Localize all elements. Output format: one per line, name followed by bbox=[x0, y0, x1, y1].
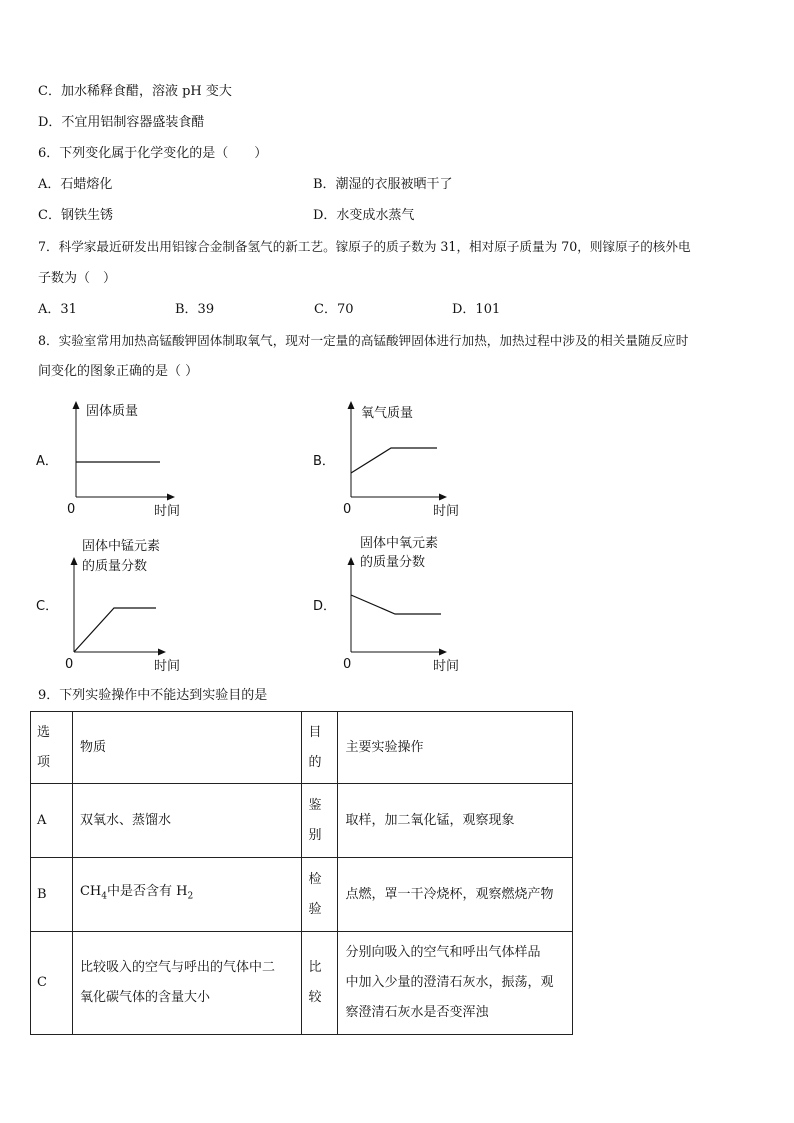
row-option: C bbox=[31, 932, 73, 1035]
row-substance: 双氧水、蒸馏水 bbox=[72, 784, 302, 858]
graph-option-label: B． bbox=[313, 454, 335, 469]
origin-label: 0 bbox=[65, 657, 74, 672]
q7-option-c: C．70 bbox=[314, 302, 354, 317]
x-axis-label: 时间 bbox=[154, 659, 181, 674]
curve bbox=[74, 608, 156, 652]
header-substance: 物质 bbox=[72, 712, 302, 784]
q7-option-b: B．39 bbox=[175, 302, 215, 317]
y-axis-arrow bbox=[73, 401, 80, 409]
q8-stem-line2: 间变化的图象正确的是（ ） bbox=[38, 364, 199, 379]
y-axis-label-line1: 固体中锰元素 bbox=[82, 539, 161, 554]
table-row bbox=[31, 784, 573, 858]
y-axis-label: 氧气质量 bbox=[361, 406, 414, 421]
x-axis-label: 时间 bbox=[154, 504, 181, 519]
row-purpose: 比 较 bbox=[302, 932, 338, 1035]
curve bbox=[351, 448, 437, 473]
graph-option-label: A． bbox=[36, 454, 58, 469]
q9-table bbox=[30, 711, 573, 1035]
q7-stem-line1: 7．科学家最近研发出用铝镓合金制备氢气的新工艺。镓原子的质子数为 31，相对原子质量为 70，则镓原子的核外电 bbox=[38, 239, 691, 254]
q7-stem-line2: 子数为（ ） bbox=[38, 271, 117, 286]
header-option: 选 项 bbox=[31, 712, 73, 784]
table-header-row bbox=[31, 712, 573, 784]
origin-label: 0 bbox=[343, 502, 352, 517]
graph-option-label: C． bbox=[36, 599, 59, 614]
graph-option-d bbox=[311, 533, 511, 679]
origin-label: 0 bbox=[343, 657, 352, 672]
q6-stem: 6．下列变化属于化学变化的是（ ） bbox=[38, 146, 268, 161]
row-operation: 点燃，罩一干冷烧杯，观察燃烧产物 bbox=[338, 858, 573, 932]
q5-option-d: D．不宜用铝制容器盛装食醋 bbox=[38, 115, 205, 130]
header-operation: 主要实验操作 bbox=[338, 712, 573, 784]
x-axis-arrow bbox=[439, 649, 447, 656]
graph-option-label: D． bbox=[313, 599, 337, 614]
y-axis-arrow bbox=[71, 557, 78, 565]
q8-stem-line1: 8．实验室常用加热高锰酸钾固体制取氧气，现对一定量的高锰酸钾固体进行加热，加热过程中涉及的相关量随反应时 bbox=[38, 333, 689, 348]
q9-stem: 9．下列实验操作中不能达到实验目的是 bbox=[38, 688, 268, 703]
y-axis-arrow bbox=[348, 401, 355, 409]
q6-option-c: C．钢铁生锈 bbox=[38, 208, 113, 223]
row-operation: 分别向吸入的空气和呼出气体样品 中加入少量的澄清石灰水，振荡，观 察澄清石灰水是否变浑浊 bbox=[338, 932, 573, 1035]
y-axis-label: 固体质量 bbox=[86, 404, 139, 419]
x-axis-label: 时间 bbox=[433, 504, 460, 519]
y-axis-label-line2: 的质量分数 bbox=[82, 559, 148, 574]
y-axis-label-line1: 固体中氧元素 bbox=[360, 536, 439, 551]
q6-option-a: A．石蜡熔化 bbox=[38, 177, 113, 192]
graph-option-b bbox=[311, 395, 511, 529]
x-axis-arrow bbox=[158, 649, 166, 656]
curve bbox=[351, 595, 441, 614]
q6-option-b: B．潮湿的衣服被晒干了 bbox=[313, 177, 453, 192]
q6-option-d: D．水变成水蒸气 bbox=[313, 208, 415, 223]
q7-option-a: A．31 bbox=[38, 302, 77, 317]
table-row bbox=[31, 932, 573, 1035]
x-axis-arrow bbox=[167, 494, 175, 501]
x-axis-label: 时间 bbox=[433, 659, 460, 674]
x-axis-arrow bbox=[439, 494, 447, 501]
y-axis-label-line2: 的质量分数 bbox=[360, 555, 426, 570]
row-option: A bbox=[31, 784, 73, 858]
q5-option-c: C．加水稀释食醋，溶液 pH 变大 bbox=[38, 84, 232, 99]
table-row bbox=[31, 858, 573, 932]
row-substance: $CH_4$中是否含有 $H_2$ bbox=[72, 858, 302, 932]
header-purpose: 目 的 bbox=[302, 712, 338, 784]
row-substance: 比较吸入的空气与呼出的气体中二 氧化碳气体的含量大小 bbox=[72, 932, 302, 1035]
y-axis-arrow bbox=[348, 557, 355, 565]
graph-option-a bbox=[34, 395, 234, 529]
origin-label: 0 bbox=[67, 502, 76, 517]
graph-option-c bbox=[34, 535, 234, 679]
row-option: B bbox=[31, 858, 73, 932]
row-purpose: 检 验 bbox=[302, 858, 338, 932]
q7-option-d: D．101 bbox=[452, 302, 501, 317]
row-operation: 取样，加二氧化锰，观察现象 bbox=[338, 784, 573, 858]
row-purpose: 鉴 别 bbox=[302, 784, 338, 858]
